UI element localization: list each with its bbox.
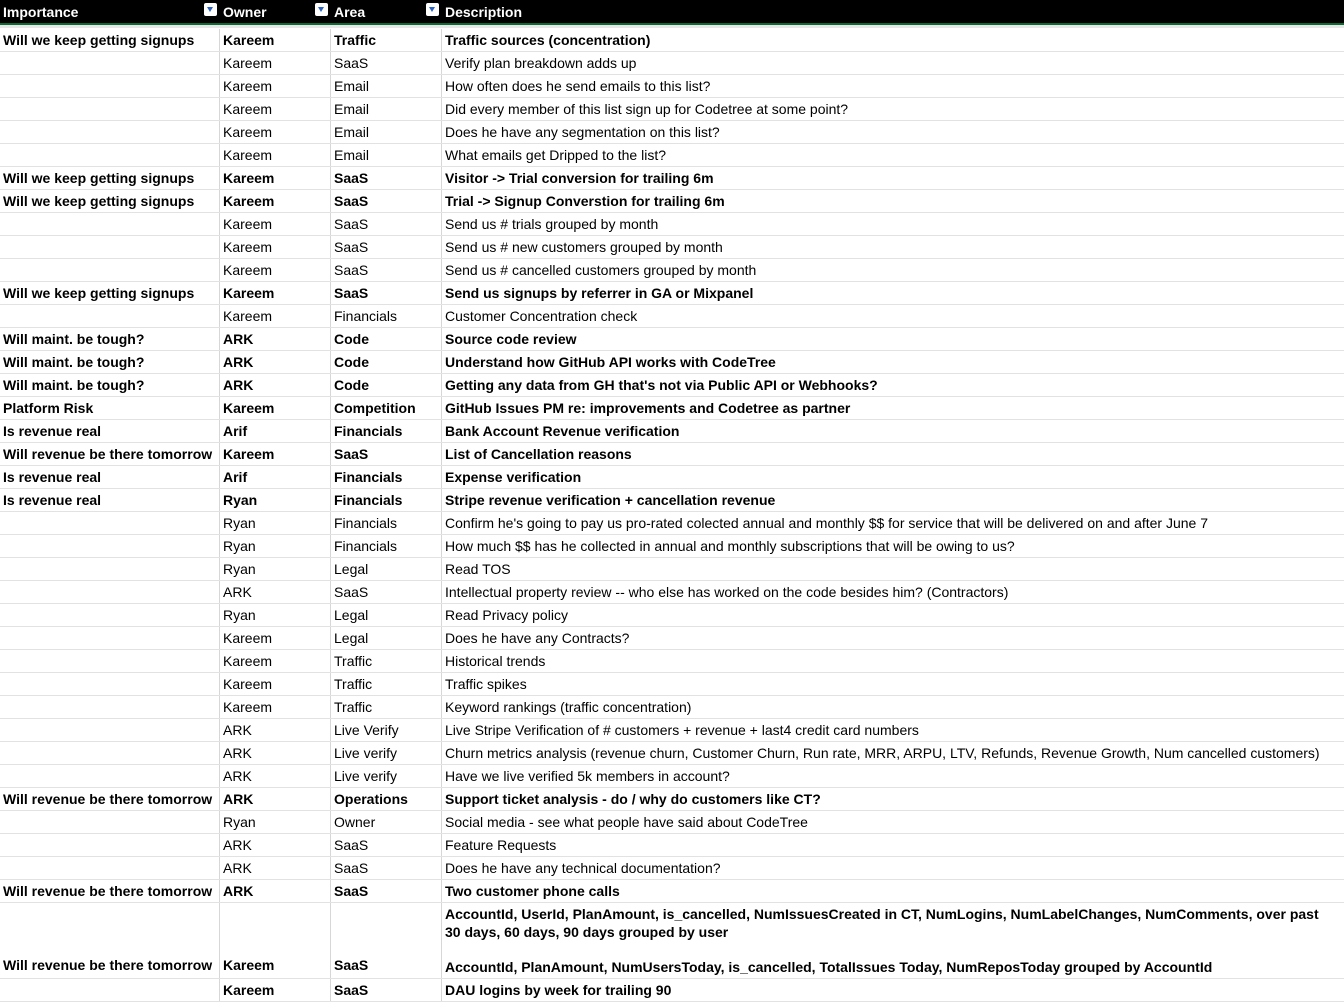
cell-description[interactable]: Send us # trials grouped by month — [445, 216, 659, 232]
cell-importance[interactable] — [0, 52, 220, 74]
cell-area[interactable]: Legal — [331, 627, 442, 649]
cell-importance[interactable]: Is revenue real — [0, 466, 220, 488]
column-header-description[interactable] — [442, 0, 1344, 23]
cell-description[interactable]: Verify plan breakdown adds up — [445, 55, 637, 71]
table-row[interactable] — [0, 673, 1344, 696]
cell-area[interactable]: SaaS — [331, 213, 442, 235]
column-header-row — [0, 0, 1344, 23]
cell-importance[interactable] — [0, 673, 220, 695]
cell-owner[interactable]: ARK — [220, 834, 331, 856]
table-row[interactable] — [0, 558, 1344, 581]
cell-importance[interactable] — [0, 236, 220, 258]
cell-description[interactable]: Historical trends — [445, 653, 546, 669]
cell-area[interactable]: Traffic — [331, 673, 442, 695]
table-row[interactable] — [0, 144, 1344, 167]
table-row[interactable] — [0, 742, 1344, 765]
cell-importance[interactable] — [0, 558, 220, 580]
cell-owner[interactable]: Ryan — [220, 535, 331, 557]
spreadsheet-body — [0, 29, 1344, 1002]
cell-description[interactable]: Expense verification — [445, 469, 582, 485]
cell-description[interactable]: DAU logins by week for trailing 90 — [445, 982, 672, 998]
column-header-owner-label: Owner — [223, 4, 267, 20]
column-header-area[interactable] — [331, 0, 442, 23]
table-row[interactable] — [0, 397, 1344, 420]
cell-description[interactable]: Have we live verified 5k members in account? — [445, 768, 730, 784]
cell-owner[interactable]: ARK — [220, 857, 331, 879]
cell-importance[interactable] — [0, 834, 220, 856]
cell-owner[interactable]: Kareem — [220, 627, 331, 649]
cell-area[interactable]: Email — [331, 75, 442, 97]
cell-importance[interactable] — [0, 979, 220, 1001]
cell-description[interactable]: Social media - see what people have said about CodeTree — [445, 814, 808, 830]
table-row[interactable] — [0, 765, 1344, 788]
table-row[interactable] — [0, 788, 1344, 811]
cell-description[interactable]: What emails get Dripped to the list? — [445, 147, 666, 163]
dropdown-filter-icon[interactable] — [315, 3, 328, 16]
cell-owner[interactable]: Kareem — [220, 259, 331, 281]
table-row[interactable] — [0, 719, 1344, 742]
cell-importance[interactable]: Is revenue real — [0, 420, 220, 442]
cell-owner[interactable]: Kareem — [220, 305, 331, 327]
table-row[interactable] — [0, 650, 1344, 673]
cell-owner[interactable]: Kareem — [220, 236, 331, 258]
cell-owner[interactable]: Kareem — [220, 167, 331, 189]
cell-description[interactable]: GitHub Issues PM re: improvements and Codetree as partner — [445, 400, 851, 416]
cell-area[interactable]: Financials — [331, 535, 442, 557]
table-row[interactable] — [0, 466, 1344, 489]
cell-description[interactable]: Send us signups by referrer in GA or Mixpanel — [445, 285, 754, 301]
table-row[interactable] — [0, 328, 1344, 351]
table-row[interactable] — [0, 857, 1344, 880]
column-header-description-label: Description — [445, 4, 523, 20]
table-row[interactable] — [0, 880, 1344, 903]
cell-importance[interactable] — [0, 98, 220, 120]
cell-owner[interactable]: ARK — [220, 719, 331, 741]
cell-owner[interactable]: Kareem — [220, 282, 331, 304]
cell-owner[interactable]: Kareem — [220, 673, 331, 695]
cell-area[interactable]: Financials — [331, 512, 442, 534]
table-row[interactable] — [0, 75, 1344, 98]
table-row[interactable] — [0, 29, 1344, 52]
cell-importance[interactable] — [0, 627, 220, 649]
cell-area[interactable]: Legal — [331, 604, 442, 626]
cell-area[interactable]: Email — [331, 144, 442, 166]
cell-area[interactable]: Competition — [331, 397, 442, 419]
table-row[interactable] — [0, 190, 1344, 213]
cell-importance[interactable]: Will maint. be tough? — [0, 374, 220, 396]
table-row[interactable] — [0, 535, 1344, 558]
table-row[interactable] — [0, 282, 1344, 305]
cell-importance[interactable] — [0, 742, 220, 764]
cell-area[interactable]: Email — [331, 98, 442, 120]
cell-owner[interactable]: Ryan — [220, 604, 331, 626]
cell-area[interactable]: Code — [331, 374, 442, 396]
cell-description[interactable]: Does he have any segmentation on this list? — [445, 124, 720, 140]
cell-importance[interactable]: Is revenue real — [0, 489, 220, 511]
cell-description[interactable]: Traffic spikes — [445, 676, 527, 692]
cell-description[interactable]: Source code review — [445, 331, 577, 347]
cell-description[interactable]: Send us # new customers grouped by month — [445, 239, 723, 255]
cell-importance[interactable] — [0, 696, 220, 718]
cell-description[interactable]: Getting any data from GH that's not via Public API or Webhooks? — [445, 377, 878, 393]
table-row[interactable] — [0, 236, 1344, 259]
cell-description-line: AccountId, PlanAmount, NumUsersToday, is_cancelled, TotalIssues Today, NumReposToday grouped by AccountId — [445, 959, 1213, 975]
cell-owner[interactable]: Ryan — [220, 558, 331, 580]
cell-owner[interactable]: Kareem — [220, 443, 331, 465]
table-row[interactable] — [0, 489, 1344, 512]
cell-importance[interactable] — [0, 213, 220, 235]
cell-importance[interactable]: Will revenue be there tomorrow — [0, 443, 220, 465]
cell-area[interactable]: Code — [331, 351, 442, 373]
cell-importance[interactable] — [0, 121, 220, 143]
cell-description[interactable]: Does he have any Contracts? — [445, 630, 630, 646]
cell-area[interactable]: Financials — [331, 420, 442, 442]
cell-area[interactable]: Live verify — [331, 765, 442, 787]
cell-description[interactable]: Send us # cancelled customers grouped by month — [445, 262, 757, 278]
table-row[interactable] — [0, 443, 1344, 466]
cell-importance[interactable] — [0, 144, 220, 166]
table-row[interactable] — [0, 512, 1344, 535]
cell-importance[interactable]: Will revenue be there tomorrow — [0, 788, 220, 810]
dropdown-filter-icon[interactable] — [204, 3, 217, 16]
cell-description[interactable]: Does he have any technical documentation? — [445, 860, 721, 876]
cell-owner[interactable]: Kareem — [220, 98, 331, 120]
cell-area[interactable]: SaaS — [331, 236, 442, 258]
cell-description[interactable]: Traffic sources (concentration) — [445, 32, 651, 48]
cell-description[interactable]: Trial -> Signup Converstion for trailing 6m — [445, 193, 725, 209]
cell-description[interactable]: Support ticket analysis - do / why do customers like CT? — [445, 791, 821, 807]
cell-area[interactable]: Financials — [331, 466, 442, 488]
cell-description[interactable]: Read Privacy policy — [445, 607, 568, 623]
cell-importance[interactable] — [0, 259, 220, 281]
cell-description[interactable]: Read TOS — [445, 561, 511, 577]
column-header-owner[interactable] — [220, 0, 331, 23]
cell-owner[interactable]: Ryan — [220, 811, 331, 833]
cell-area[interactable]: Traffic — [331, 29, 442, 51]
cell-area[interactable]: SaaS — [331, 581, 442, 603]
cell-importance[interactable] — [0, 650, 220, 672]
cell-owner[interactable]: Kareem — [220, 190, 331, 212]
cell-description[interactable]: Understand how GitHub API works with CodeTree — [445, 354, 776, 370]
cell-description[interactable]: How often does he send emails to this list? — [445, 78, 711, 94]
cell-importance[interactable]: Will we keep getting signups — [0, 282, 220, 304]
cell-area[interactable]: SaaS — [331, 857, 442, 879]
cell-owner[interactable]: Kareem — [220, 29, 331, 51]
cell-importance[interactable] — [0, 581, 220, 603]
cell-owner[interactable]: ARK — [220, 374, 331, 396]
cell-owner[interactable]: ARK — [220, 765, 331, 787]
cell-importance[interactable] — [0, 75, 220, 97]
cell-owner[interactable]: Arif — [220, 466, 331, 488]
cell-importance[interactable]: Will maint. be tough? — [0, 328, 220, 350]
table-row[interactable] — [0, 811, 1344, 834]
table-row[interactable] — [0, 374, 1344, 397]
cell-description[interactable]: Customer Concentration check — [445, 308, 638, 324]
cell-description[interactable]: Intellectual property review -- who else has worked on the code besides him? (Contractors) — [445, 584, 1009, 600]
column-header-importance[interactable] — [0, 0, 220, 23]
cell-area[interactable]: Legal — [331, 558, 442, 580]
cell-owner[interactable]: Ryan — [220, 489, 331, 511]
cell-description[interactable]: List of Cancellation reasons — [445, 446, 632, 462]
cell-owner[interactable]: ARK — [220, 742, 331, 764]
cell-area[interactable]: Code — [331, 328, 442, 350]
cell-owner[interactable]: ARK — [220, 581, 331, 603]
table-row[interactable] — [0, 98, 1344, 121]
cell-importance[interactable] — [0, 535, 220, 557]
cell-importance[interactable]: Will we keep getting signups — [0, 190, 220, 212]
cell-area[interactable]: Traffic — [331, 650, 442, 672]
column-header-importance-label: Importance — [3, 4, 79, 20]
cell-owner[interactable]: Arif — [220, 420, 331, 442]
cell-description[interactable]: Stripe revenue verification + cancellation revenue — [445, 492, 776, 508]
cell-description[interactable]: Two customer phone calls — [445, 883, 620, 899]
cell-area[interactable]: SaaS — [331, 979, 442, 1001]
cell-owner[interactable]: ARK — [220, 328, 331, 350]
cell-area[interactable]: SaaS — [331, 282, 442, 304]
table-row[interactable] — [0, 420, 1344, 443]
cell-description[interactable]: Did every member of this list sign up for Codetree at some point? — [445, 101, 849, 117]
cell-owner[interactable]: ARK — [220, 880, 331, 902]
table-row[interactable] — [0, 167, 1344, 190]
table-row[interactable] — [0, 604, 1344, 627]
cell-owner[interactable]: ARK — [220, 788, 331, 810]
table-row[interactable] — [0, 903, 1344, 979]
cell-owner[interactable]: Kareem — [220, 696, 331, 718]
cell-owner[interactable]: Kareem — [220, 75, 331, 97]
table-row[interactable] — [0, 213, 1344, 236]
cell-area[interactable]: Traffic — [331, 696, 442, 718]
cell-description[interactable] — [442, 903, 1344, 978]
table-row[interactable] — [0, 696, 1344, 719]
cell-importance[interactable]: Will we keep getting signups — [0, 29, 220, 51]
table-row[interactable] — [0, 121, 1344, 144]
cell-description[interactable]: Confirm he's going to pay us pro-rated colected annual and monthly $$ for service that will be delivered on and after June 7 — [445, 515, 1209, 531]
cell-owner[interactable]: Kareem — [220, 979, 331, 1001]
cell-area[interactable]: SaaS — [331, 834, 442, 856]
table-row[interactable] — [0, 627, 1344, 650]
table-row[interactable] — [0, 351, 1344, 374]
table-row[interactable] — [0, 52, 1344, 75]
cell-importance[interactable] — [0, 604, 220, 626]
cell-area[interactable]: SaaS — [331, 443, 442, 465]
dropdown-filter-icon[interactable] — [426, 3, 439, 16]
cell-importance[interactable] — [0, 765, 220, 787]
cell-area[interactable]: Live verify — [331, 742, 442, 764]
cell-owner[interactable]: Ryan — [220, 512, 331, 534]
cell-area[interactable]: Email — [331, 121, 442, 143]
cell-area[interactable]: Operations — [331, 788, 442, 810]
cell-description[interactable]: Live Stripe Verification of # customers + revenue + last4 credit card numbers — [445, 722, 919, 738]
header-gap-line — [0, 25, 1344, 28]
cell-importance[interactable] — [0, 811, 220, 833]
cell-owner[interactable]: Kareem — [220, 903, 331, 978]
cell-description-line: AccountId, UserId, PlanAmount, is_cancelled, NumIssuesCreated in CT, NumLogins, NumLabelChanges, NumComments, over past 30 days, 60 days, 90 days grouped by user — [445, 906, 1319, 940]
cell-area[interactable]: SaaS — [331, 190, 442, 212]
cell-area[interactable]: Financials — [331, 305, 442, 327]
cell-area[interactable]: Financials — [331, 489, 442, 511]
cell-importance[interactable]: Will revenue be there tomorrow — [0, 880, 220, 902]
cell-importance[interactable]: Will maint. be tough? — [0, 351, 220, 373]
table-row[interactable] — [0, 581, 1344, 604]
cell-importance[interactable]: Platform Risk — [0, 397, 220, 419]
cell-owner[interactable]: Kareem — [220, 144, 331, 166]
cell-description[interactable]: Churn metrics analysis (revenue churn, Customer Churn, Run rate, MRR, ARPU, LTV, Refunds, Revenue Growth, Num cancelled customers) — [445, 745, 1320, 761]
cell-owner[interactable]: Kareem — [220, 121, 331, 143]
table-row[interactable] — [0, 305, 1344, 328]
cell-description[interactable]: Keyword rankings (traffic concentration) — [445, 699, 692, 715]
cell-area[interactable]: SaaS — [331, 903, 442, 978]
cell-owner[interactable]: Kareem — [220, 213, 331, 235]
column-header-area-label: Area — [334, 4, 366, 20]
cell-importance[interactable] — [0, 305, 220, 327]
cell-importance[interactable] — [0, 719, 220, 741]
cell-area[interactable]: SaaS — [331, 259, 442, 281]
cell-area[interactable]: Owner — [331, 811, 442, 833]
cell-owner[interactable]: Kareem — [220, 397, 331, 419]
cell-description[interactable]: Feature Requests — [445, 837, 557, 853]
cell-area[interactable]: SaaS — [331, 167, 442, 189]
cell-area[interactable]: Live Verify — [331, 719, 442, 741]
cell-importance[interactable] — [0, 512, 220, 534]
cell-owner[interactable]: Kareem — [220, 650, 331, 672]
table-row[interactable] — [0, 834, 1344, 857]
cell-importance[interactable]: Will we keep getting signups — [0, 167, 220, 189]
cell-owner[interactable]: Kareem — [220, 52, 331, 74]
cell-description[interactable]: Bank Account Revenue verification — [445, 423, 680, 439]
cell-area[interactable]: SaaS — [331, 880, 442, 902]
cell-area[interactable]: SaaS — [331, 52, 442, 74]
table-row[interactable] — [0, 259, 1344, 282]
table-row[interactable] — [0, 979, 1344, 1002]
cell-importance[interactable]: Will revenue be there tomorrow — [0, 903, 220, 978]
cell-importance[interactable] — [0, 857, 220, 879]
cell-owner[interactable]: ARK — [220, 351, 331, 373]
cell-description[interactable]: Visitor -> Trial conversion for trailing 6m — [445, 170, 714, 186]
cell-description[interactable]: How much $$ has he collected in annual and monthly subscriptions that will be owing to us? — [445, 538, 1015, 554]
